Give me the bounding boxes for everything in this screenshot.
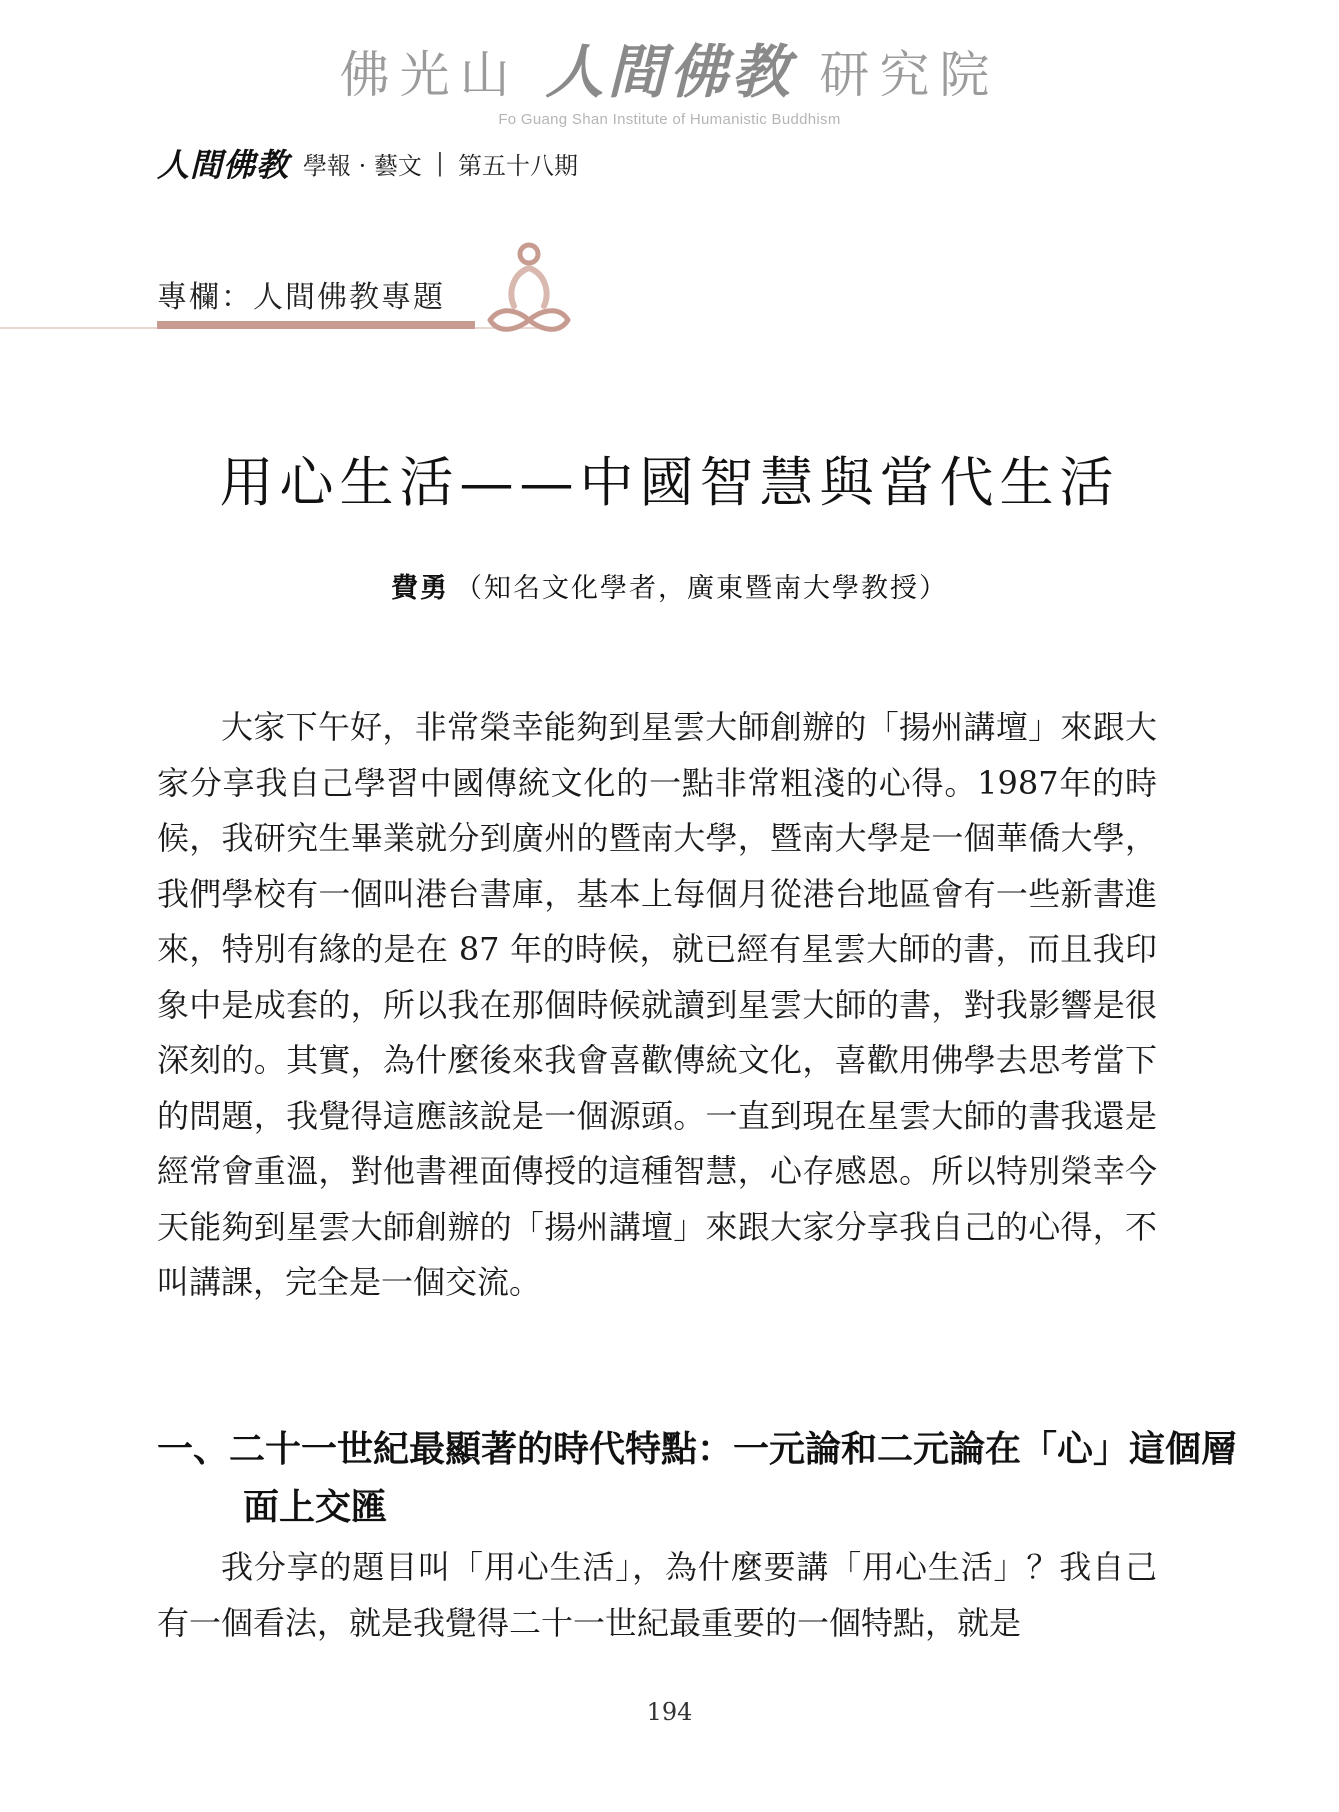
- author-affiliation: （知名文化學者，廣東暨南大學教授）: [455, 573, 948, 604]
- journal-brand-logo: 人間佛教: [157, 146, 290, 184]
- institute-name: [0, 40, 1339, 107]
- paragraph: 大家下午好，非常榮幸能夠到星雲大師創辦的「揚州講壇」來跟大家分享我自己學習中國傳統文化的一點非常粗淺的心得。1987年的時候，我研究生畢業就分到廣州的暨南大學，暨南大學是一個華僑大學，我們學校有一個叫港台書庫，基本上每個月從港台地區會有一些新書進來，特別有緣的是在 87 年的時候，就已經有星雲大師的書，而且我印象中是成套的，所以我在那個時候就讀到星雲大師的書，對我影響是很深刻的。其實，為什麼後來我會喜歡傳統文化，喜歡用佛學去思考當下的問題，我覺得這應該說是一個源頭。一直到現在星雲大師的書我還是經常會重溫，對他書裡面傳授的這種智慧，心存感恩。所以特別榮幸今天能夠到星雲大師創辦的「揚州講壇」來跟大家分享我自己的心得，不叫講課，完全是一個交流。: [157, 708, 1157, 1301]
- paragraph: 我分享的題目叫「用心生活」，為什麼要講「用心生活」？我自己有一個看法，就是我覺得二十一世紀最重要的一個特點，就是: [157, 1548, 1157, 1642]
- journal-running-head: [157, 140, 578, 186]
- page-number: 194: [646, 1698, 693, 1726]
- institute-suffix: 研究院: [819, 46, 1000, 104]
- institute-english-name: Fo Guang Shan Institute of Humanistic Buddhism: [498, 111, 841, 128]
- author-name: 費勇: [391, 573, 449, 604]
- column-label: 專欄：人間佛教專題: [157, 280, 445, 315]
- meditation-figure-icon: [484, 240, 574, 340]
- author-line: [0, 566, 1339, 605]
- section-heading: 一、二十一世紀最顯著的時代特點：一元論和二元論在「心」這個層面上交匯: [157, 1428, 1238, 1528]
- institute-prefix: 佛光山: [339, 46, 520, 104]
- journal-divider: |: [435, 149, 444, 177]
- article-title: 用心生活——中國智慧與當代生活: [219, 451, 1120, 514]
- institute-brand-logo: 人間佛教: [545, 38, 794, 106]
- institute-header: [0, 40, 1339, 128]
- journal-issue: 第五十八期: [458, 151, 578, 180]
- journal-section: 學報 · 藝文: [303, 151, 422, 180]
